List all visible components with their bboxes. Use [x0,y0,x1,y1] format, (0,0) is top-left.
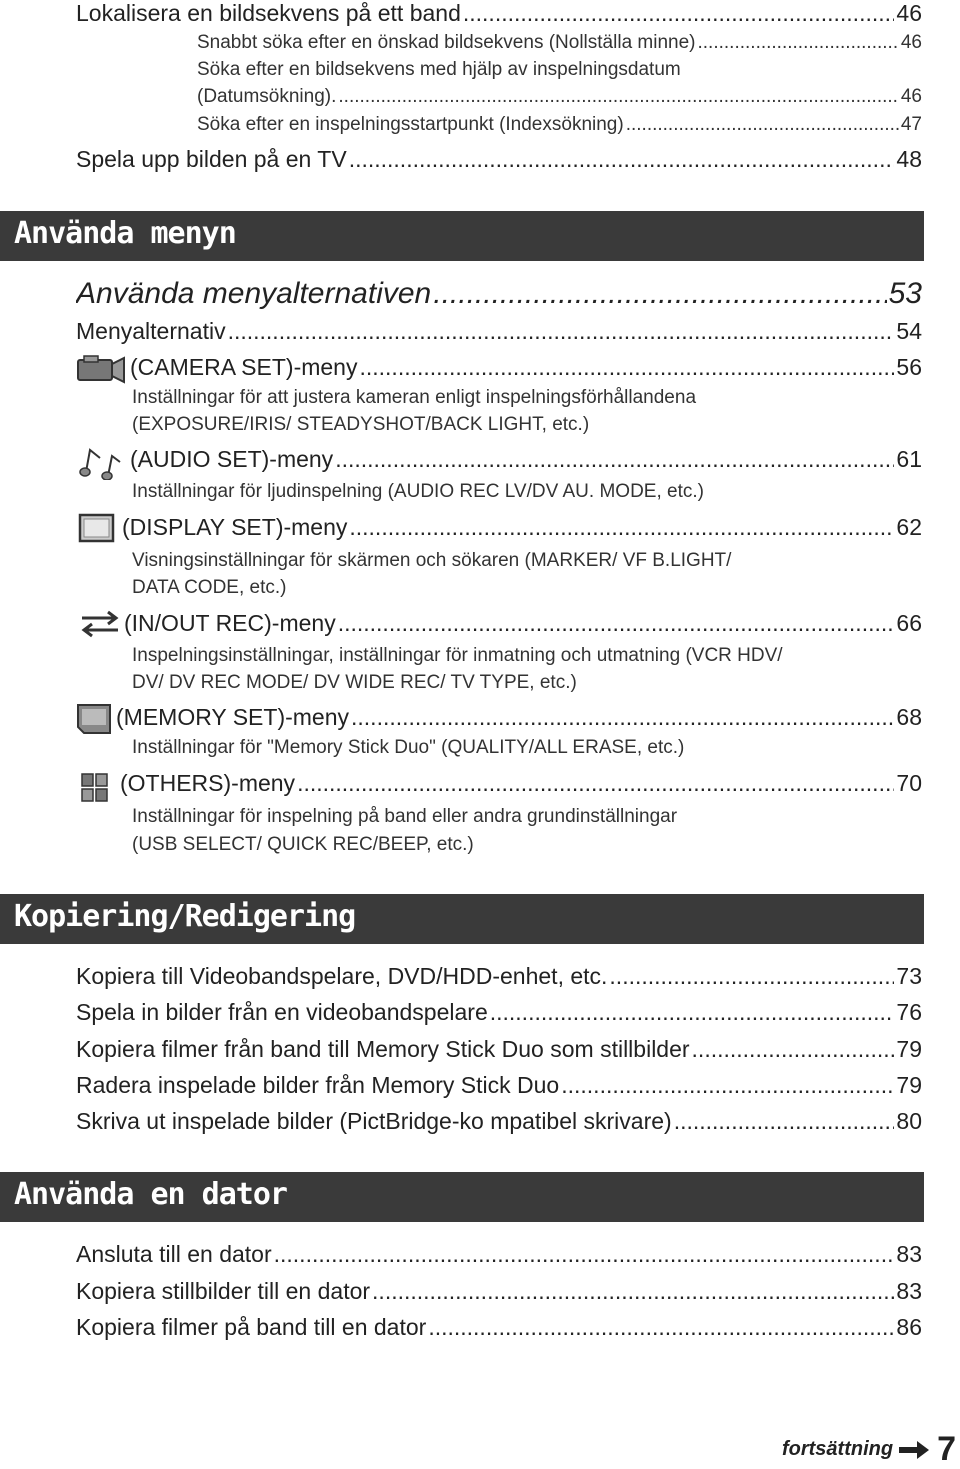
menu-description: Visningsinställningar för skärmen och sökaren (MARKER/ VF B.LIGHT/ [132,550,732,571]
toc-entry-title: (MEMORY SET)-meny [116,704,350,730]
page-number: 7 [937,1430,956,1468]
toc-entry-title: (AUDIO SET)-meny [130,446,334,472]
toc-entry[interactable] [76,999,922,1026]
toc-entry-page: 46 [896,0,922,26]
toc-entry-title: Söka efter en bildsekvens med hjälp av inspelningsdatum [197,59,681,80]
toc-entry-page: 54 [896,318,922,344]
toc-entry-title: Spela upp bilden på en TV [76,146,347,172]
section-heading-bar [0,211,924,261]
toc-entry-title: Kopiera till Videobandspelare, DVD/HDD-enhet, etc. [76,963,608,989]
others-grid-icon [80,772,110,804]
display-icon [78,513,116,543]
toc-entry[interactable] [76,963,922,990]
menu-entry-camera-set[interactable] [130,354,922,381]
toc-entry-page: 70 [896,770,922,796]
toc-entry-page: 46 [900,86,922,107]
toc-entry-page: 46 [900,32,922,53]
continued-label: fortsättning [781,1438,894,1460]
toc-entry-page: 83 [896,1278,922,1304]
toc-entry[interactable] [76,146,922,173]
toc-entry-page: 79 [896,1036,922,1062]
toc-entry[interactable] [76,1314,922,1341]
menu-description: (USB SELECT/ QUICK REC/BEEP, etc.) [132,834,474,855]
toc-entry-title: Lokalisera en bildsekvens på ett band [76,0,461,26]
toc-entry-page: 61 [896,446,922,472]
toc-subentry[interactable] [197,59,922,81]
section-heading-bar [0,1172,924,1222]
menu-entry-others[interactable] [120,770,922,797]
toc-entry-title: Skriva ut inspelade bilder (PictBridge-ko mpatibel skrivare) [76,1108,672,1134]
toc-entry-title: Ansluta till en dator [76,1241,272,1267]
page-footer [782,1430,960,1469]
toc-entry[interactable] [76,1108,922,1135]
menu-description: Inställningar för "Memory Stick Duo" (QUALITY/ALL ERASE, etc.) [132,737,685,758]
section-heading: Kopiering/Redigering [14,899,356,934]
section-heading-bar [0,894,924,944]
menu-description: Inställningar för att justera kameran enligt inspelningsförhållandena [132,387,697,408]
toc-entry-page: 80 [896,1108,922,1134]
camera-icon [76,352,126,384]
menu-entry-audio-set[interactable] [130,446,922,473]
toc-entry-title: Söka efter en inspelningsstartpunkt (Indexsökning) [197,114,624,135]
menu-entry-in-out-rec[interactable] [124,610,922,637]
toc-subentry[interactable] [197,114,922,136]
section-heading: Använda menyn [14,216,236,251]
menu-description: DATA CODE, etc.) [132,577,287,598]
toc-entry[interactable] [76,318,922,345]
menu-entry-display-set[interactable] [122,514,922,541]
toc-entry[interactable] [76,0,922,27]
menu-description: Inställningar för inspelning på band eller andra grundinställningar [132,806,678,827]
toc-entry-page: 79 [896,1072,922,1098]
menu-description: (EXPOSURE/IRIS/ STEADYSHOT/BACK LIGHT, etc.) [132,414,590,435]
toc-entry[interactable] [76,1036,922,1063]
toc-entry-title: Radera inspelade bilder från Memory Stick Duo [76,1072,560,1098]
toc-entry-page: 86 [896,1314,922,1340]
toc-entry-title: Använda menyalternativen [76,277,432,310]
toc-entry-page: 56 [896,354,922,380]
toc-entry-title: Kopiera stillbilder till en dator [76,1278,371,1304]
in-out-arrows-icon [78,608,122,640]
toc-entry-title: Spela in bilder från en videobandspelare [76,999,488,1025]
toc-entry-page: 48 [896,146,922,172]
toc-entry-title: Kopiera filmer från band till Memory Stick Duo som stillbilder [76,1036,690,1062]
music-notes-icon [78,446,122,480]
toc-entry-title: (OTHERS)-meny [120,770,296,796]
toc-entry[interactable] [76,1072,922,1099]
menu-entry-memory-set[interactable] [116,704,922,731]
toc-entry-page: 53 [888,277,922,310]
toc-entry-title: (IN/OUT REC)-meny [124,610,336,636]
toc-entry-title: Kopiera filmer på band till en dator [76,1314,427,1340]
toc-entry-title: Menyalternativ [76,318,226,344]
toc-entry-italic[interactable] [76,277,922,311]
toc-entry-page: 47 [900,114,922,135]
toc-entry-title: (CAMERA SET)-meny [130,354,358,380]
toc-entry-page: 62 [896,514,922,540]
toc-entry-title: (Datumsökning). [197,86,337,107]
toc-entry-page: 66 [896,610,922,636]
menu-description: DV/ DV REC MODE/ DV WIDE REC/ TV TYPE, etc.) [132,672,577,693]
memory-card-icon [76,703,112,735]
arrow-right-icon [897,1440,931,1460]
section-heading: Använda en dator [14,1177,287,1212]
toc-entry-page: 68 [896,704,922,730]
toc-entry-title: Snabbt söka efter en önskad bildsekvens (Nollställa minne) [197,32,696,53]
menu-description: Inställningar för ljudinspelning (AUDIO REC LV/DV AU. MODE, etc.) [132,481,704,502]
toc-entry[interactable] [76,1278,922,1305]
toc-entry[interactable] [76,1241,922,1268]
toc-entry-page: 76 [896,999,922,1025]
toc-entry-page: 73 [896,963,922,989]
toc-subentry[interactable] [197,32,922,54]
toc-subentry[interactable] [197,86,922,108]
toc-entry-page: 83 [896,1241,922,1267]
menu-description: Inspelningsinställningar, inställningar för inmatning och utmatning (VCR HDV/ [132,645,783,666]
toc-entry-title: (DISPLAY SET)-meny [122,514,348,540]
